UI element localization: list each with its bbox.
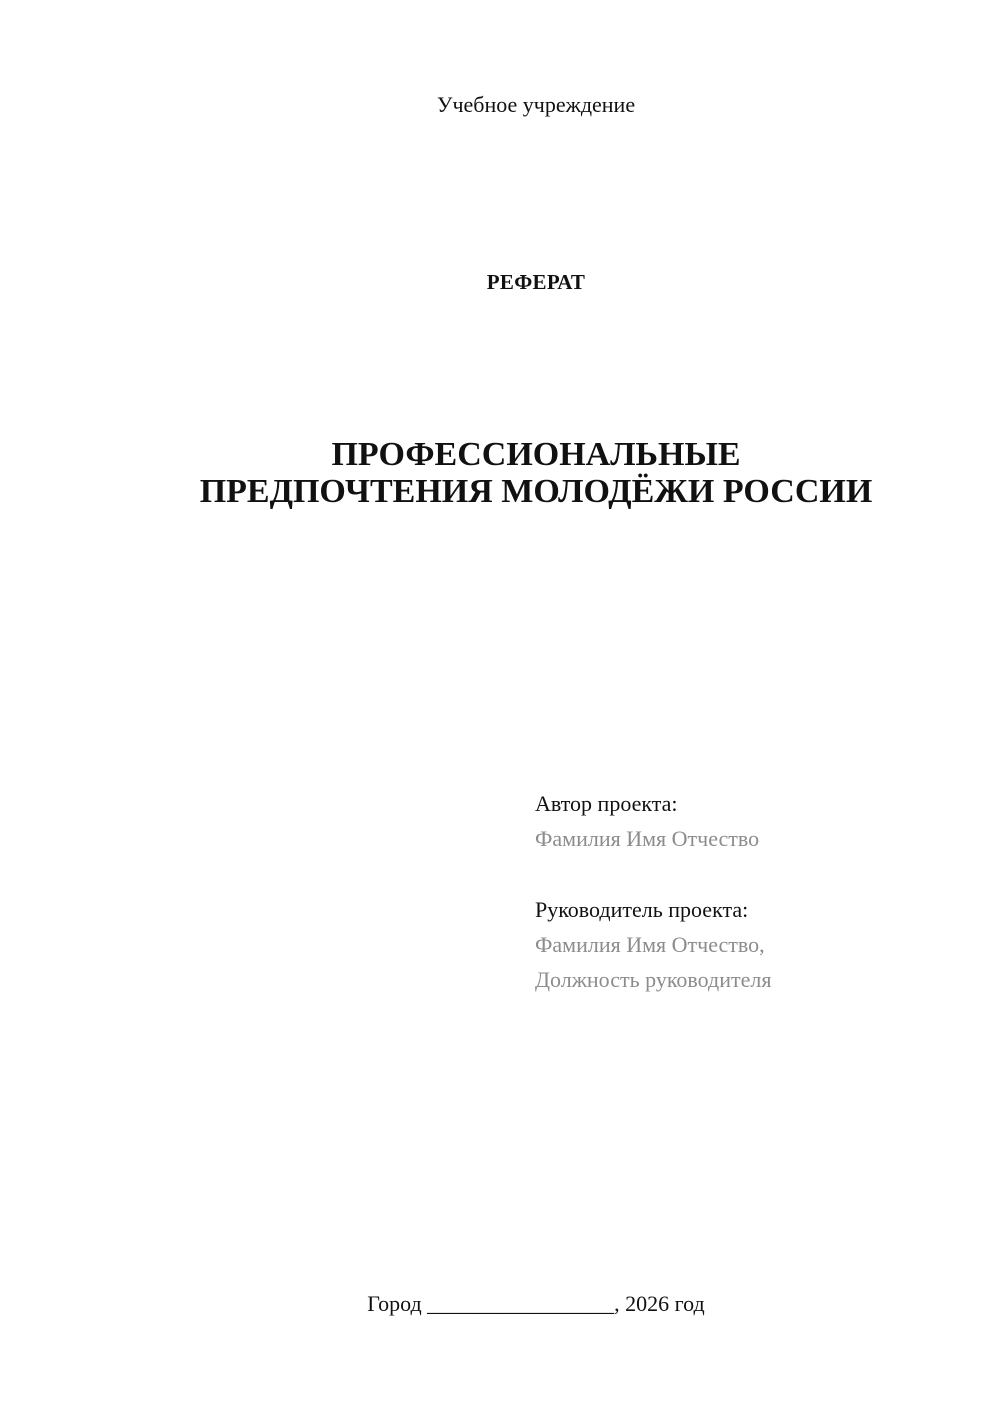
document-type: РЕФЕРАТ [486,270,586,294]
credits-block [535,786,975,997]
supervisor-name-placeholder: Фамилия Имя Отчество, [535,932,765,957]
document-title [0,436,1000,510]
supervisor-position-placeholder: Должность руководителя [535,967,772,992]
credits-spacer [535,856,975,892]
supervisor-label: Руководитель проекта: [535,897,749,922]
author-name-placeholder: Фамилия Имя Отчество [535,826,760,851]
author-label: Автор проекта: [535,791,678,816]
city-year-line: Город _________________, 2026 год [367,1291,705,1316]
institution-name: Учебное учреждение [436,92,636,117]
title-line-2: ПРЕДПОЧТЕНИЯ МОЛОДЁЖИ РОССИИ [199,473,873,510]
title-line-1: ПРОФЕССИОНАЛЬНЫЕ [331,436,741,473]
